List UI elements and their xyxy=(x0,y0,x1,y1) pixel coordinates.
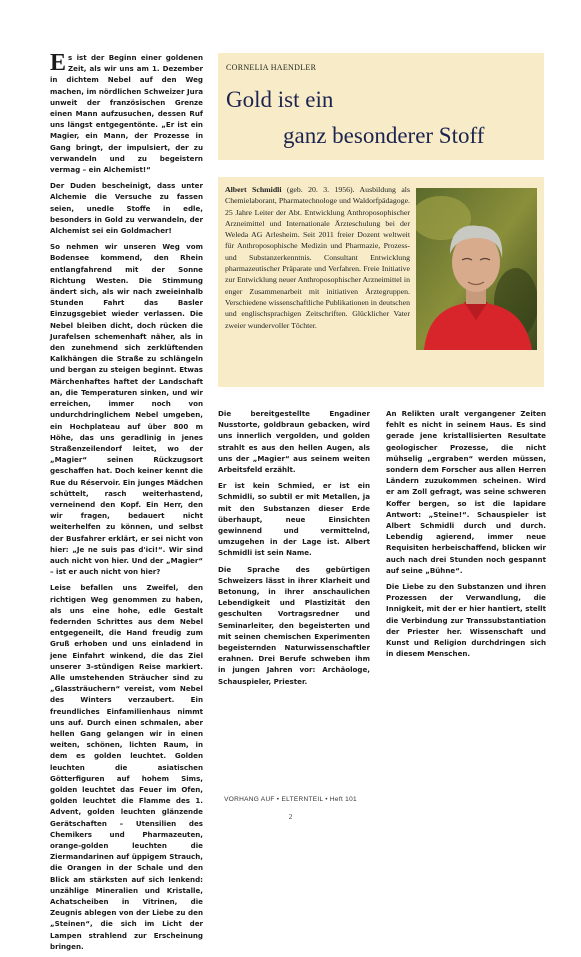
article-paragraph-8: An Relikten uralt vergangener Zeiten fehlt es nicht in seinem Haus. Es sind gerade jene kristallisierten Resultate geologischer Prozesse, die nicht mühselig „ergraben“ werden müssen, sondern dem Forscher aus allen Herren Ländern zuzukommen scheinen. Wird er am Zoll gefragt, was seine schweren Koffer bergen, so ist die lapidare Antwort: „Steine!“. Schauspieler ist Albert Schmidli durch und durch. Lebendig agierend, immer neue Requisiten herbeischaffend, blicken wir auch nach drei Stunden noch gespannt auf seine „Bühne“. xyxy=(386,409,546,575)
article-title-line-2: ganz besonderer Stoff xyxy=(283,123,485,148)
portrait-photo xyxy=(416,188,537,350)
article-paragraph-2: Der Duden bescheinigt, dass unter Alchemie die Versuche zu fassen seien, unedle Stoffe in edle, besonders in Gold zu verwandeln, der Alchemist sei ein Goldmacher! xyxy=(50,181,203,236)
drop-cap: E xyxy=(50,50,67,76)
title-panel xyxy=(218,53,544,160)
bio-text xyxy=(225,184,537,352)
article-column-middle xyxy=(218,408,370,692)
bio-name: Albert Schmidli xyxy=(225,185,282,194)
page-number: 2 xyxy=(288,813,293,821)
article-title-line-1: Gold ist ein xyxy=(226,87,334,112)
author-name: CORNELIA HAENDLER xyxy=(226,63,317,72)
author-bio-panel xyxy=(218,177,544,387)
article-column-right xyxy=(386,408,546,664)
article-column-left xyxy=(50,52,203,957)
footer-text: VORHANG AUF • ELTERNTEIL • Heft 101 xyxy=(224,796,357,803)
article-paragraph-6: Er ist kein Schmied, er ist ein Schmidli, so subtil er mit Metallen, ja mit den Substanzen dieser Erde überhaupt, neue Einsichten gewinnend und vermittelnd, umzugehen in der Lage ist. Albert Schmidli ist sein Name. xyxy=(218,481,370,558)
article-paragraph-1-text: s ist der Beginn einer goldenen Zeit, als wir uns am 1. Dezember in dichtem Nebel auf den Weg machen, im nördlichen Schweizer Jura unweit der französischen Grenze einen Mann aufzusuchen, dessen Ruf uns längst entgegentönte. „Er ist ein Magier, ein Mann, der Prozesse in Gang bringt, der impulsiert, der zu verwandeln und zu begeistern vermag – ein Alchemist!“ xyxy=(50,53,203,175)
bio-description: (geb. 20. 3. 1956). Ausbildung als Chemielaborant, Pharmatechnologe und Waldorfpädagoge. 25 Jahre Leiter der Abt. Entwicklung Anthroposophischer Arzneimittel und Internationale Ärzteschulung bei der Weleda AG Arlesheim. Seit 2011 freier Dozent weltweit für Anthroposophische Medizin und Pharmazie, Prozess- und Substanzerkenntnis. Consultant Entwicklung pharmazeutischer Präparate und Verfahren. Freie Initiative zur Entwicklung neuer Anthroposophischer Arzneimittel in enger Zusammenarbeit mit initiativen Ärztegruppen. Verschiedene wissenschaftliche Publikationen in deutschen und englischsprachigen Zeitschriften. Glücklicher Vater zweier wundervoller Töchter. xyxy=(225,185,410,330)
article-paragraph-7: Die Sprache des gebürtigen Schweizers lässt in ihrer Klarheit und Betonung, in ihrer anschaulichen Lebendigkeit und Plastizität den geschulten Vortragsredner und Seminarleiter, den begeisterten und mit seinen chemischen Experimenten begeisternden Naturwissenschaftler erahnen. Drei Berufe schweben ihm in jungen Jahren vor: Archäologe, Schauspieler, Priester. xyxy=(218,564,370,686)
article-paragraph-1 xyxy=(50,52,203,175)
article-paragraph-5: Die bereitgestellte Engadiner Nusstorte, goldbraun gebacken, wird uns innerlich vergolden, und golden strahlt es aus den hellen Augen, als uns der „Magier“ aus seinem weiten Arbeitsfeld erzählt. xyxy=(218,409,370,475)
article-paragraph-4: Leise befallen uns Zweifel, den richtigen Weg genommen zu haben, als uns eine hohe, edle Gestalt federnden Schrittes aus dem Nebel entgegeneilt, die Hand freudig zum Gruß erhoben und uns einladend in jene Einfahrt winkend, die das Ziel unserer 3-stündigen Reise markiert. Alle umstehenden Sträucher sind zu „Glassträuchern“ vereist, vom Nebel des Winters verzaubert. Ein freundliches Einfamilienhaus nimmt uns auf. Durch einen schmalen, aber hellen Gang gelangen wir in einen weiten, schönen, lichten Raum, in dem es golden leuchtet. Golden leuchten die asiatischen Götterfiguren auf hohem Sims, golden leuchtet das Feuer im Ofen, golden leuchtet die Flamme des 1. Advent, golden leuchten glänzende Gerätschaften – Utensilien des Chemikers und Pharmazeuten, orange-golden leuchten die Ziermandarinen auf üppigem Strauch, die Orangen in der Schale und den Blick am stärksten auf sich lenkend: unzählige Mineralien und Kristalle, Achatscheiben in Vitrinen, die Zeugnis ablegen von der Liebe zu den „Steinen“, die sich im Licht der Lampen strahlend zur Erscheinung bringen. xyxy=(50,583,203,951)
article-paragraph-9: Die Liebe zu den Substanzen und ihren Prozessen der Verwandlung, die Innigkeit, mit der er hier hantiert, stellt die Verbindung zur Transsubstantiation der Priester her. Wissenschaft und Kunst und Religion durchdringen sich in diesem Menschen. xyxy=(386,582,546,659)
article-paragraph-3: So nehmen wir unseren Weg vom Bodensee kommend, den Rhein entlangfahrend mit der Sonne Richtung Westen. Die Stimmung ändert sich, als wir nach zweieinhalb Stunden Fahrt das Basler Einzugsgebiet wieder verlassen. Die Nebel bleiben dicht, doch rücken die Jurafelsen schemenhaft näher, als in den zunehmend sich zerklüftenden Kalkhängen die Straße zu schlängeln und bergan zu steigen beginnt. Etwas Märchenhaftes haftet der Landschaft an, die Temperaturen sinken, und wir erreichen, immer noch von undurchdringlichem Nebel umgeben, ein Hochplateau auf über 800 m Höhe, das uns geradlinig in jenes Straßenzeilendorf leitet, wo der „Magier“ seinen Rückzugsort geschaffen hat. Doch keiner kennt die Rue du Réservoir. Ein junges Mädchen schüttelt, rasch weiterhastend, verneinend den Kopf. Ein Herr, den wir fragen, bedauert nicht weiterhelfen zu können, und selbst der Busfahrer erklärt, er sei nicht von hier: „Je ne suis pas d'ici!“. Wir sind auch nicht von hier. Und der „Magier“ – ist er auch nicht von hier? xyxy=(50,242,203,577)
